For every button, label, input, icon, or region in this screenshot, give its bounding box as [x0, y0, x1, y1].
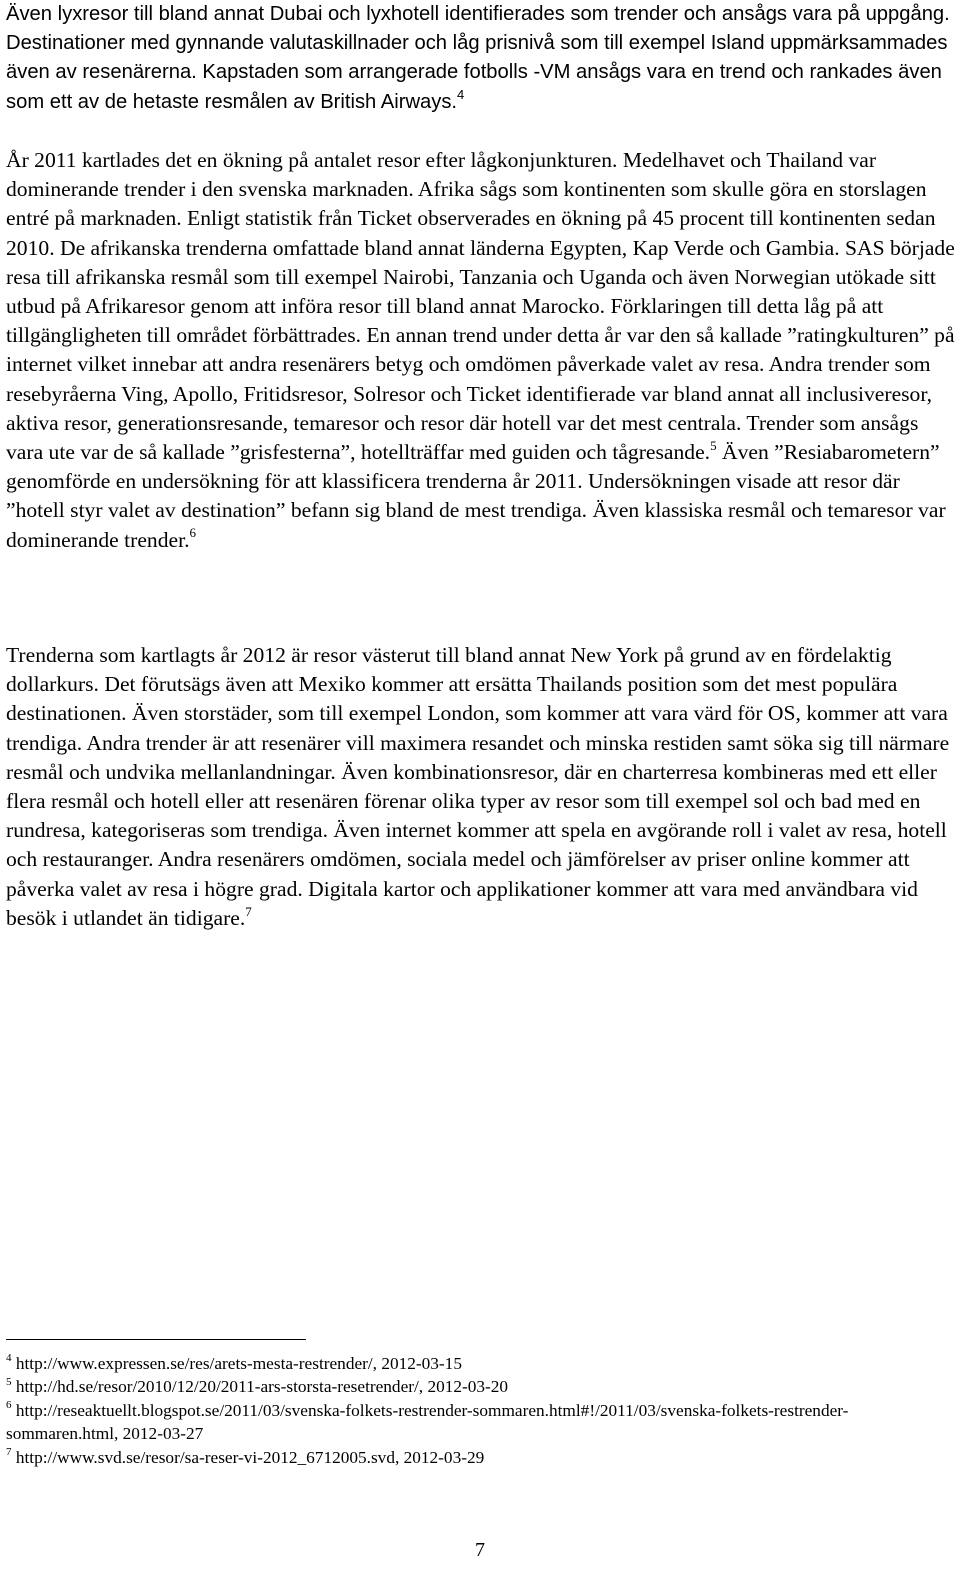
footnote-link[interactable]: http://hd.se/resor/2010/12/20/2011-ars-storsta-resetrender/, 2012-03-20: [15, 1377, 509, 1397]
paragraph-3-text: Trenderna som kartlagts år 2012 är resor västerut till bland annat New York på grund av en fördelaktig dollarkurs. Det förutsägs även att Mexiko kommer att ersätta Thailands position som det mest populära destinationen. Även storstäder, som till exempel London, som kommer att vara värd för OS, kommer att vara trendiga. Andra trender är att resenärer vill maximera resandet och minska restiden samt söka sig till närmare resmål och undvika mellanlandningar. Även kombinationsresor, där en charterresa kombineras med ett eller flera resmål och hotell eller att resenären förenar olika typer av resor som till exempel sol och bad med en rundresa, kategoriseras som trendiga. Även internet kommer att spela en avgörande roll i valet av resa, hotell och restauranger. Andra resenärers omdömen, sociala medel och jämförelser av priser online kommer att påverka valet av resa i högre grad. Digitala kartor och applikationer kommer att vara med användbara vid besök i utlandet än tidigare.: [6, 643, 950, 930]
footnote-link[interactable]: http://www.expressen.se/res/arets-mesta-restrender/, 2012-03-15: [15, 1354, 462, 1373]
body-paragraph-3: [6, 641, 956, 933]
paragraph-2-text-b: Även ”Resiabarometern” genomförde en undersökning för att klassificera trenderna år 2011. Undersökningen visade att resor där ”hotell styr valet av destination” befann sig bland de mest trendiga. Även klassiska resmål och temaresor var dominerande trender.: [6, 440, 946, 552]
body-paragraph-1: [6, 0, 954, 117]
footnote-ref-7: 7: [245, 903, 252, 919]
footnote-link[interactable]: http://www.svd.se/resor/sa-reser-vi-2012_6712005.svd, 2012-03-29: [15, 1447, 485, 1467]
footnote-number: 5: [6, 1375, 12, 1388]
footnote-5: [6, 1375, 956, 1398]
footnote-ref-6: 6: [189, 525, 196, 541]
paragraph-2-text-a: År 2011 kartlades det en ökning på antalet resor efter lågkonjunkturen. Medelhavet och Thailand var dominerande trender i den svenska marknaden. Afrika sågs som kontinenten som skulle göra en storslagen entré på marknaden. Enligt statistik från Ticket observerades en ökning på 45 procent till kontinenten sedan 2010. De afrikanska trenderna omfattade bland annat länderna Egypten, Kap Verde och Gambia. SAS började resa till afrikanska resmål som till exempel Nairobi, Tanzania och Uganda och även Norwegian utökade sitt utbud på Afrikaresor genom att införa resor till bland annat Marocko. Förklaringen till detta låg på att tillgängligheten till området förbättrades. En annan trend under detta år var den så kallade ”ratingkulturen” på internet vilket innebar att andra resenärers betyg och omdömen påverkade valet av resa. Andra trender som resebyråerna Ving, Apollo, Fritidsresor, Solresor och Ticket identifierade var bland annat all inclusiveresor, aktiva resor, generationsresande, temaresor och resor där hotell var det mest centrala. Trender som ansågs vara ute var de så kallade ”grisfesterna”, hotellträffar med guiden och tågresande.: [6, 148, 955, 465]
body-paragraph-2: [6, 146, 956, 555]
footnotes: [6, 1352, 956, 1469]
footnote-4: [6, 1352, 956, 1375]
footnote-ref-4: 4: [457, 86, 465, 102]
footnote-number: 6: [6, 1399, 12, 1412]
page-number: 7: [475, 1539, 485, 1561]
footnote-separator: [6, 1339, 306, 1340]
footnote-number: 4: [6, 1352, 12, 1365]
paragraph-1-text: Även lyxresor till bland annat Dubai och lyxhotell identifierades som trender och ansågs vara på uppgång. Destinationer med gynnande valutaskillnader och låg prisnivå som till exempel Island uppmärksammades även av resenärerna. Kapstaden som arrangerade fotbolls -VM ansågs vara en trend och rankades även som ett av de hetaste resmålen av British Airways.: [6, 3, 950, 113]
footnote-6: [6, 1399, 956, 1446]
footnote-number: 7: [6, 1445, 12, 1458]
footnote-7: [6, 1446, 956, 1469]
footnote-link[interactable]: http://reseaktuellt.blogspot.se/2011/03/svenska-folkets-restrender-sommaren.html#!/2011/03/svenska-folkets-restrender-sommaren.html, 2012-03-27: [6, 1400, 849, 1444]
footnote-ref-5: 5: [710, 437, 717, 453]
